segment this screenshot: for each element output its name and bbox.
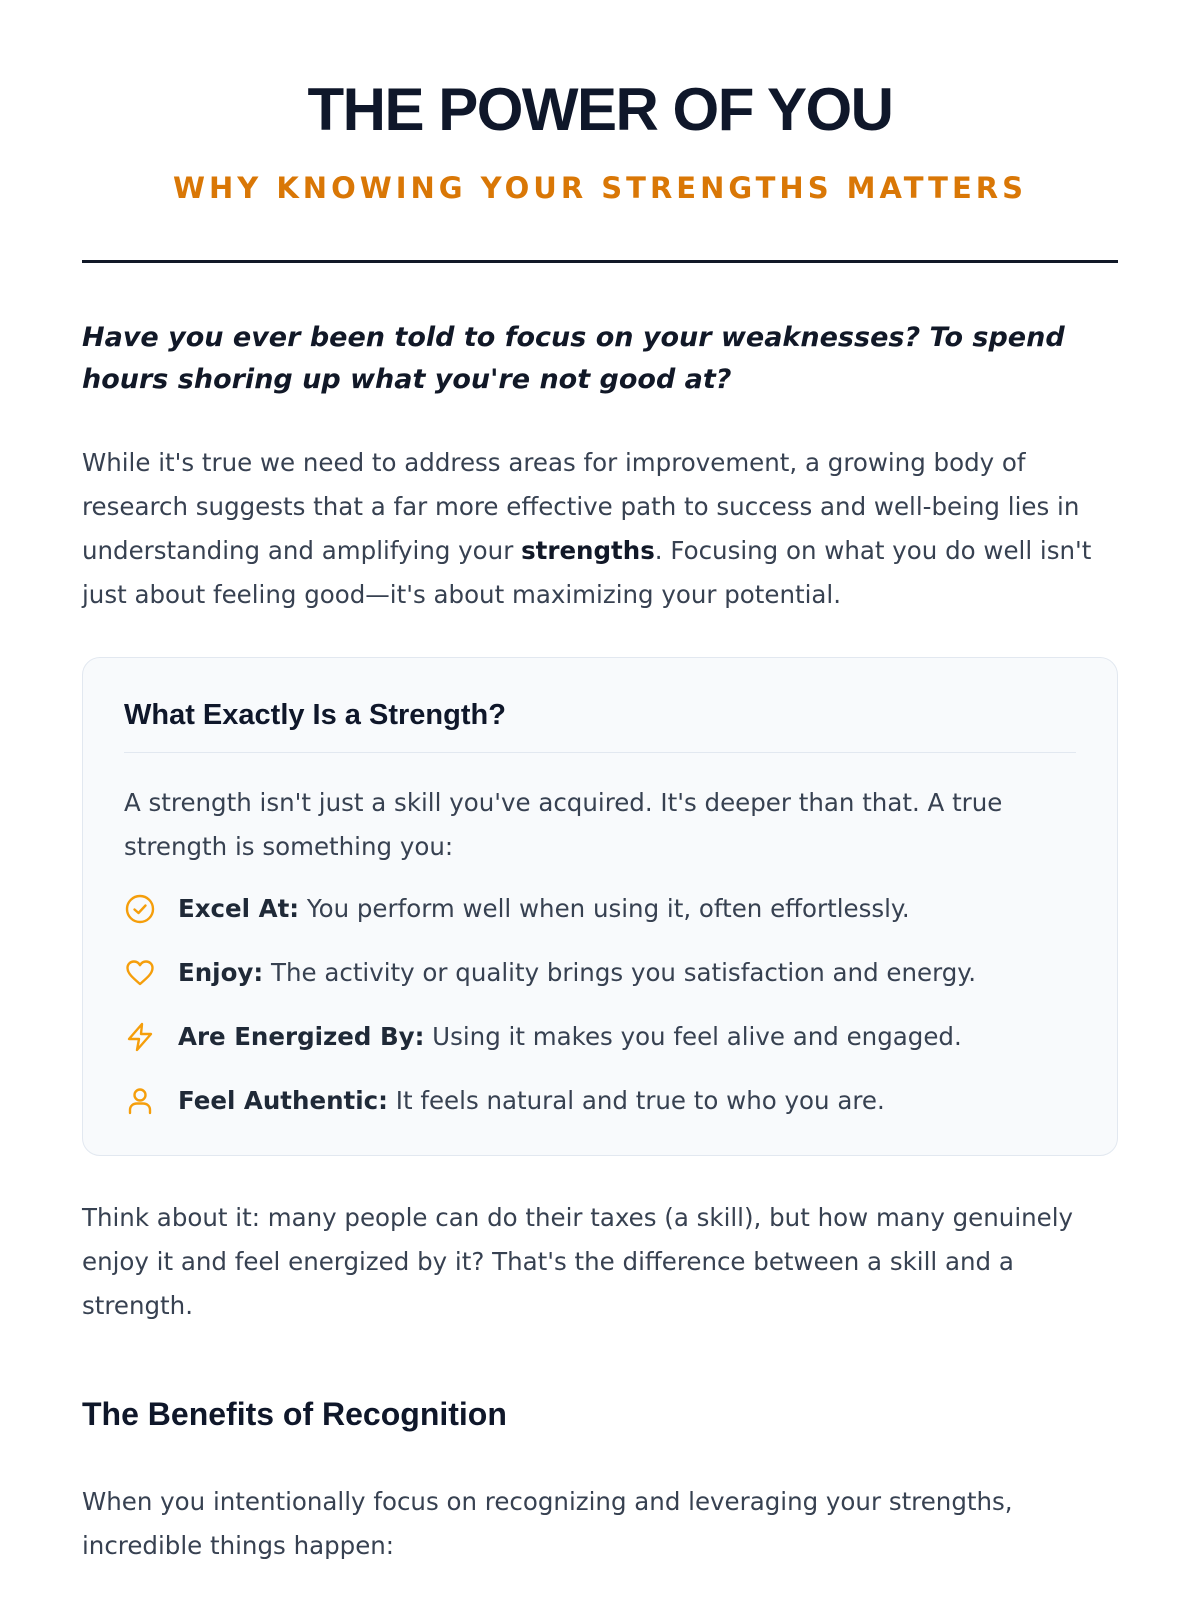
quality-description: It feels natural and true to who you are. <box>387 1086 885 1115</box>
list-item <box>124 887 1076 931</box>
quality-description: Using it makes you feel alive and engaged. <box>424 1022 962 1051</box>
quality-label: Enjoy: <box>178 958 264 987</box>
intro-text-after: . Focusing on what you do well isn't just about feeling good—it's about maximizing your potential. <box>82 536 1092 609</box>
list-item <box>124 951 1076 995</box>
intro-text-before: While it's true we need to address areas for improvement, a growing body of research suggests that a far more effective path to success and well-being lies in understanding and amplifying your <box>82 448 1080 565</box>
quality-description: The activity or quality brings you satisfaction and energy. <box>263 958 977 987</box>
strength-definition-card <box>82 657 1118 1156</box>
quality-description: You perform well when using it, often effortlessly. <box>299 894 910 923</box>
intro-bold-strengths: strengths <box>521 536 655 565</box>
quality-text <box>178 951 976 995</box>
lightning-icon <box>124 1021 156 1053</box>
quality-text <box>178 887 910 931</box>
page-title: THE POWER OF YOU <box>307 76 893 143</box>
quality-label: Feel Authentic: <box>178 1086 388 1115</box>
quality-label: Are Energized By: <box>178 1022 425 1051</box>
page-subtitle: WHY KNOWING YOUR STRENGTHS MATTERS <box>172 171 1027 205</box>
card-intro: A strength isn't just a skill you've acquired. It's deeper than that. A true strength is something you: <box>124 788 1003 861</box>
quality-text <box>178 1015 962 1059</box>
benefits-heading: The Benefits of Recognition <box>82 1396 507 1432</box>
card-title: What Exactly Is a Strength? <box>124 698 1076 753</box>
list-item <box>124 1015 1076 1059</box>
benefits-intro-paragraph: When you intentionally focus on recognizing and leveraging your strengths, incredible things happen: <box>82 1487 1013 1560</box>
person-icon <box>124 1085 156 1117</box>
quality-text <box>178 1079 885 1123</box>
intro-paragraph <box>82 441 1118 617</box>
quality-label: Excel At: <box>178 894 300 923</box>
skill-vs-strength-paragraph: Think about it: many people can do their taxes (a skill), but how many genuinely enjoy it and feel energized by it? That's the difference between a skill and a strength. <box>82 1203 1074 1320</box>
heart-icon <box>124 957 156 989</box>
check-circle-icon <box>124 893 156 925</box>
strength-qualities-list <box>124 887 1076 1123</box>
lead-question: Have you ever been told to focus on your weaknesses? To spend hours shoring up what you're not good at? <box>82 322 1065 395</box>
list-item <box>124 1079 1076 1123</box>
title-divider <box>82 260 1118 263</box>
